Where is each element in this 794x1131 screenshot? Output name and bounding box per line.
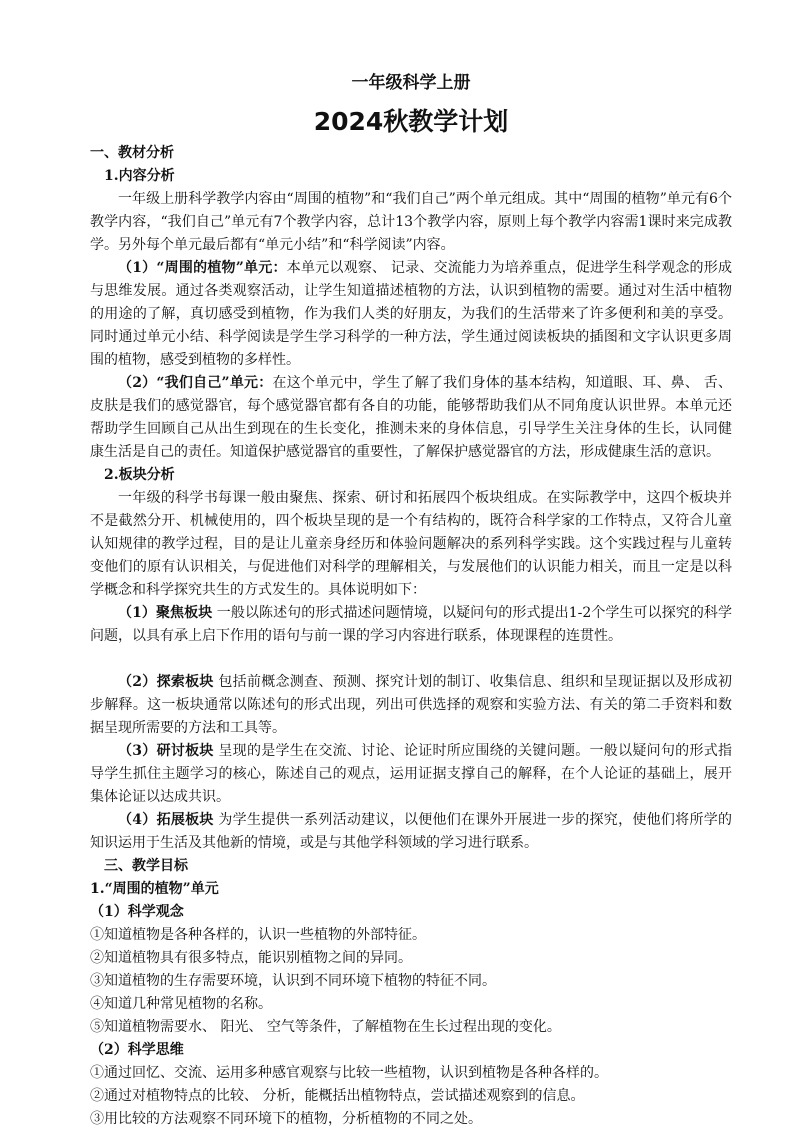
discuss-module-label: （3）研讨板块 [118,743,214,759]
paragraph-explore-module [90,671,732,740]
unit-plants-text: 本单元以观察、 记录、交流能力为培养重点，促进学生科学观念的形成与思维发展。通过各类观察活动，让学生知道描述植物的方法，认识到植物的需要。通过对生活中植物的用途的了解，真切感受到植物，作为我们人类的好朋友，为我们的生活带来了许多便利和美的享受。同时通过单元小结、科学阅读是学生学习科学的一种方法，学生通过阅读板块的插图和文字认识更多周围的植物，感受到植物的多样性。 [90,260,732,368]
paragraph-spacer [90,648,732,671]
section-heading-textbook-analysis: 一、教材分析 [90,145,174,161]
goal-item: ②知道植物具有很多特点，能识别植物之间的异同。 [90,950,412,966]
goal-item: ③用比较的方法观察不同环境下的植物，分析植物的不同之处。 [90,1111,482,1127]
section-heading-teaching-goals: 三、教学目标 [104,858,188,874]
goal-heading-science-thinking: （2）科学思维 [90,1042,184,1058]
focus-module-label: （1）聚焦板块 [118,605,213,621]
paragraph-content-overview: 一年级上册科学教学内容由“周围的植物”和“我们自己”两个单元组成。其中“周围的植物”单元有6个教学内容，“我们自己”单元有7个教学内容，总计13个教学内容，原则上每个教学内容需1课时来完成教学。另外每个单元最后都有“单元小结”和“科学阅读”内容。 [90,191,732,253]
discuss-module-text: 呈现的是学生在交流、讨论、论证时所应围绕的关键问题。一般以疑问句的形式指导学生抓住主题学习的核心，陈述自己的观点，运用证据支撑自己的解释，在个人论证的基础上，展开集体论证以达成共识。 [90,743,732,805]
extend-module-text: 为学生提供一系列活动建议，以便他们在课外开展进一步的探究，使他们将所学的知识运用于生活及其他新的情境，或是与其他学科领域的学习进行联系。 [90,812,732,851]
goal-item: ①知道植物是各种各样的，认识一些植物的外部特征。 [90,927,426,943]
document-subtitle: 一年级科学上册 [351,73,471,93]
goal-item: ①通过回忆、交流、运用多种感官观察与比较一些植物，认识到植物是各种各样的。 [90,1065,608,1081]
unit-ourselves-label: （2）“我们自己”单元： [118,375,273,391]
goal-item: ②通过对植物特点的比较、 分析，能概括出植物特点，尝试描述观察到的信息。 [90,1088,585,1104]
unit-plants-label: （1）“周围的植物”单元： [118,260,287,276]
paragraph-focus-module [90,602,732,648]
explore-module-text: 包括前概念测查、预测、探究计划的制订、收集信息、组织和呈现证据以及形成初步解释。这一板块通常以陈述句的形式出现，列出可供选择的观察和实验方法、有关的第二手资料和数据呈现所需要的方法和工具等。 [90,674,732,736]
document-title: 2024秋教学计划 [313,107,509,136]
paragraph-discuss-module [90,740,732,809]
paragraph-unit-plants [90,257,732,372]
subsection-heading-content-analysis: 1.内容分析 [104,168,175,184]
document-page [90,70,732,1131]
subsection-heading-plants-unit: 1.“周围的植物”单元 [90,881,219,897]
extend-module-label: （4）拓展板块 [118,812,214,828]
goal-item: ③知道植物的生存需要环境，认识到不同环境下植物的特征不同。 [90,973,496,989]
unit-ourselves-text: 在这个单元中，学生了解了我们身体的基本结构，知道眼、耳、鼻、 舌、 皮肤是我们的感觉器官，每个感觉器官都有各自的功能，能够帮助我们从不同角度认识世界。本单元还帮助学生回顾自己从出生到现在的生长变化，推测未来的身体信息，引导学生关注身体的生长，认同健康生活是自己的责任。知道保护感觉器官的重要性，了解保护感觉器官的方法，形成健康生活的意识。 [90,375,732,460]
focus-module-text: 一般以陈述句的形式描述问题情境，以疑问句的形式提出1-2个学生可以探究的科学问题，以具有承上启下作用的语句与前一课的学习内容进行联系，体现课程的连贯性。 [90,605,732,644]
paragraph-unit-ourselves [90,372,732,464]
goal-heading-science-concepts: （1）科学观念 [90,904,184,920]
paragraph-extend-module [90,809,732,855]
subsection-heading-module-analysis: 2.板块分析 [104,467,175,483]
explore-module-label: （2）探索板块 [118,674,214,690]
goal-item: ⑤知道植物需要水、 阳光、 空气等条件，了解植物在生长过程出现的变化。 [90,1019,561,1035]
paragraph-module-overview: 一年级的科学书每课一般由聚焦、探索、研讨和拓展四个板块组成。在实际教学中，这四个板块并不是截然分开、机械使用的，四个板块呈现的是一个有结构的，既符合科学家的工作特点，又符合儿童认知规律的教学过程，目的是让儿童亲身经历和体验问题解决的系列科学实践。这个实践过程与儿童转变他们的原有认识相关，与促进他们对科学的理解相关，与发展他们的认识能力相关，而且一定是以科学概念和科学探究共生的方式发生的。具体说明如下： [90,490,732,598]
goal-item: ④知道几种常见植物的名称。 [90,996,272,1012]
